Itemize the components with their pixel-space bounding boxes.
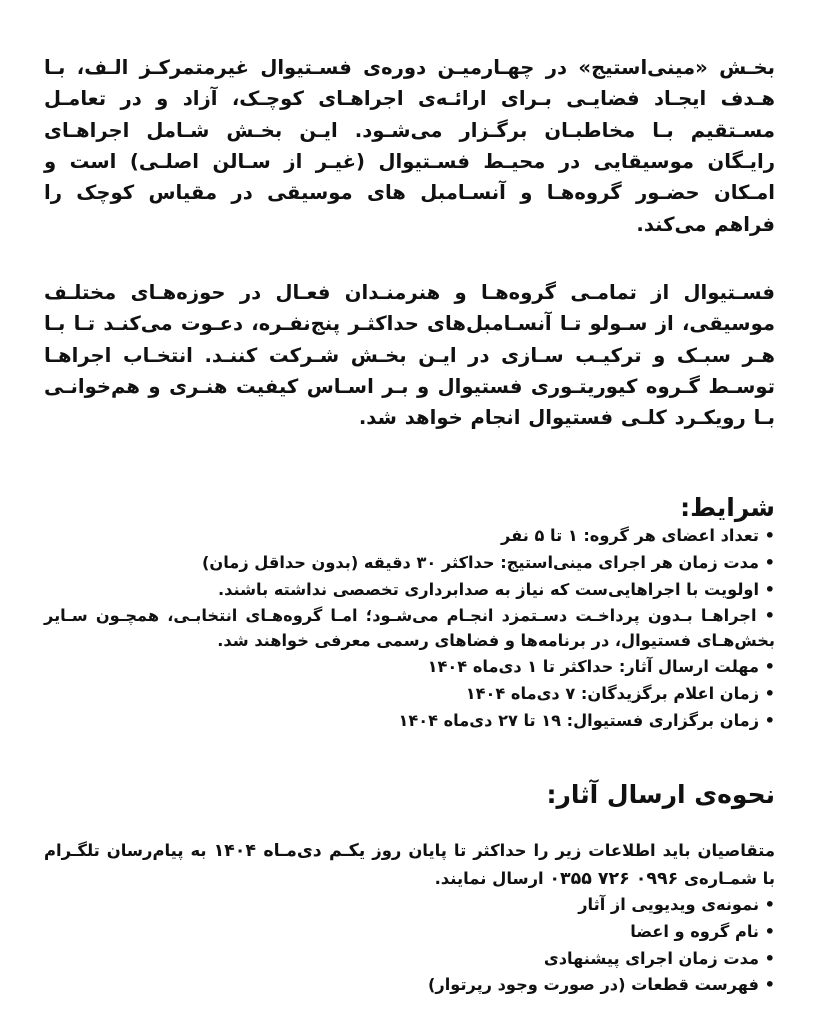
list-item: • زمان اعلام برگزیدگان: ۷ دی‌ماه ۱۴۰۴ — [465, 684, 775, 704]
submission-section — [44, 779, 775, 998]
submission-list — [44, 893, 775, 998]
conditions-section — [44, 492, 775, 734]
list-item: • فهرست قطعات (در صورت وجود رپرتوار) — [428, 975, 775, 995]
list-item: • مهلت ارسال آثار: حداکثر تا ۱ دی‌ماه ۱۴۰۴ — [427, 657, 775, 677]
submission-note — [44, 838, 775, 894]
conditions-list — [44, 524, 775, 653]
list-item: • مدت زمان اجرای پیشنهادی — [543, 948, 775, 968]
intro-paragraph-2: فسـتیوال از تمامـی گروه‌هـا و هنرمنـدان فعـال در حوزه‌هـای مختلـف موسیقی، از سـولو تـا آنسـامبل‌های حداکثـر پنج‌نفـره، دعـوت می‌کنـد تـا بـا هـر سبـک و ترکیـب سـازی در ایـن بخـش شـرکت کننـد. انتخـاب اجراهـا توسـط گـروه کیوریتـوری فستیوال و بـر اسـاس کیفیت هنـری و هم‌خوانـی بـا رویکـرد کلـی فستیوال انجام خواهد شد. — [44, 281, 775, 430]
conditions-dates-list — [44, 655, 775, 733]
submission-note-part-1: متقاصیان باید اطلاعات زیر را حداکثر تا پایان روز — [365, 840, 775, 860]
paragraph-gap — [44, 247, 775, 277]
submission-note-part-3: ارسال نمایند. — [434, 868, 550, 888]
conditions-heading: شرایط: — [680, 492, 775, 522]
submission-heading: نحوه‌ی ارسال آثار: — [546, 780, 775, 810]
list-item: • نام گروه و اعضا — [630, 922, 775, 942]
submission-telegram-number: ۰۳۵۵ ۷۲۶ ۰۹۹۶ — [549, 868, 679, 889]
list-item: • اولویت با اجراهایی‌ست که نیاز به صدابرداری تخصصی نداشته باشند. — [218, 579, 775, 599]
list-item: • نمونه‌ی ویدیویی از آثار — [578, 895, 775, 915]
list-item: • تعداد اعضای هر گروه: ۱ تا ۵ نفر — [501, 526, 775, 546]
intro-section — [44, 52, 775, 434]
list-item: • مدت زمان هر اجرای مینی‌استیج: حداکثر ۳۰ دقیقه (بدون حداقل زمان) — [202, 552, 775, 572]
list-item: • اجراهـا بـدون پرداخـت دسـتمزد انجـام می‌شـود؛ امـا گروه‌هـای انتخابـی، همچـون سـایر بخش‌هـای فستیوال، در برنامه‌ها و فضاهای رسمی معرفی خواهند شد. — [44, 606, 775, 650]
submission-note-part-2: به پیام‌رسان تلگـرام با شمـاره‌ی — [44, 840, 775, 888]
submission-deadline-date: یکـم دی‌مـاه ۱۴۰۴ — [213, 840, 366, 861]
intro-paragraph-1: بخـش «مینی‌استیج» در چهـارمیـن دوره‌ی فسـتیوال غیرمتمرکـز الـف، بـا هـدف ایجـاد فضایـی بـرای ارائـه‌ی اجراهـای کوچـک، آزاد و در تعامـل مسـتقیم بـا مخاطبـان برگـزار می‌شـود. ایـن بخـش شـامل اجراهـای رایـگان موسیقایی در محیـط فسـتیوال (غیـر از سـالن اصلـی) است و امـکان حضـور گروه‌هـا و آنسـامبل های موسیقی در مقیاس کوچک را فراهم می‌کند. — [44, 56, 775, 236]
document-content — [44, 52, 775, 1000]
list-item: • زمان برگزاری فستیوال: ۱۹ تا ۲۷ دی‌ماه ۱۴۰۴ — [398, 710, 775, 730]
